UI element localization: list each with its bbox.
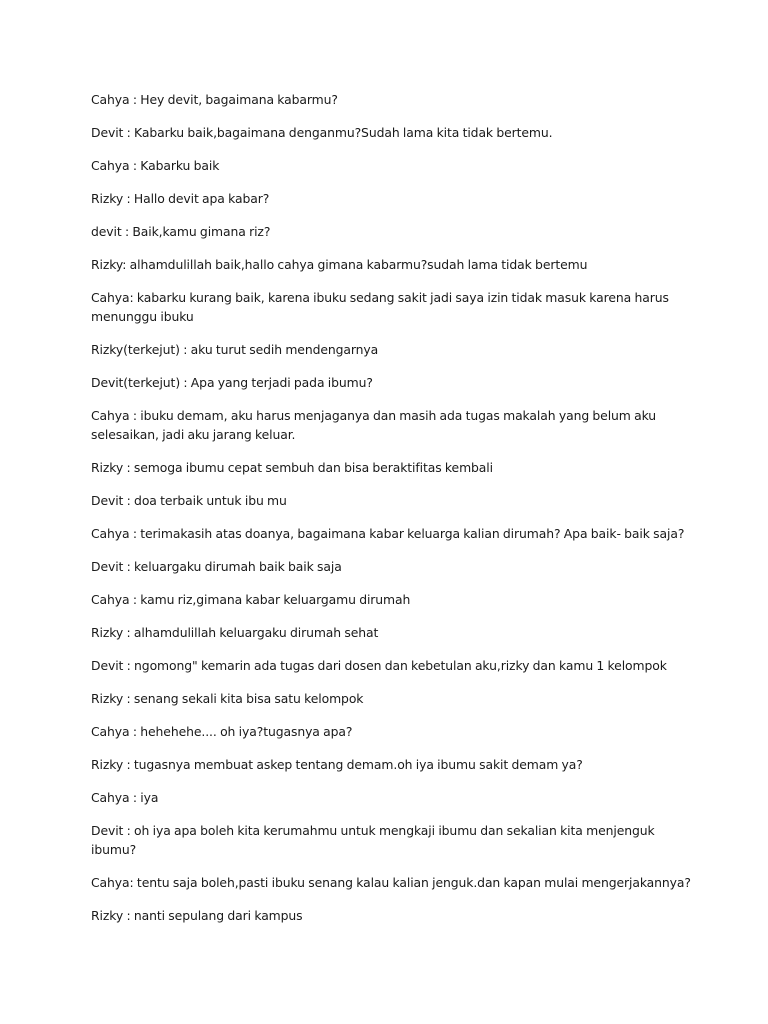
dialogue-text <box>91 90 691 939</box>
dialogue-line: Rizky : senang sekali kita bisa satu kelompok <box>91 691 364 706</box>
dialogue-line: Devit : keluargaku dirumah baik baik saja <box>91 559 342 574</box>
dialogue-line: Cahya : Hey devit, bagaimana kabarmu? <box>91 92 338 107</box>
dialogue-line: Cahya : hehehehe.... oh iya?tugasnya apa? <box>91 724 353 739</box>
dialogue-line: Cahya : Kabarku baik <box>91 158 220 173</box>
dialogue-line: Cahya: tentu saja boleh,pasti ibuku senang kalau kalian jenguk.dan kapan mulai mengerjakannya? <box>91 875 691 890</box>
dialogue-line: Devit : doa terbaik untuk ibu mu <box>91 493 287 508</box>
dialogue-line: Rizky : tugasnya membuat askep tentang demam.oh iya ibumu sakit demam ya? <box>91 757 583 772</box>
dialogue-line: Rizky: alhamdulillah baik,hallo cahya gimana kabarmu?sudah lama tidak bertemu <box>91 257 588 272</box>
dialogue-line: Cahya : terimakasih atas doanya, bagaimana kabar keluarga kalian dirumah? Apa baik- baik saja? <box>91 526 685 541</box>
dialogue-line: Rizky : semoga ibumu cepat sembuh dan bisa beraktifitas kembali <box>91 460 493 475</box>
dialogue-line: Rizky : nanti sepulang dari kampus <box>91 908 303 923</box>
dialogue-line: Cahya: kabarku kurang baik, karena ibuku sedang sakit jadi saya izin tidak masuk karena harus menunggu ibuku <box>91 290 669 324</box>
dialogue-line: Cahya : iya <box>91 790 159 805</box>
dialogue-line: Devit : ngomong" kemarin ada tugas dari dosen dan kebetulan aku,rizky dan kamu 1 kelompok <box>91 658 667 673</box>
dialogue-line: Devit : oh iya apa boleh kita kerumahmu untuk mengkaji ibumu dan sekalian kita menjenguk ibumu? <box>91 823 655 857</box>
dialogue-line: Rizky : Hallo devit apa kabar? <box>91 191 270 206</box>
dialogue-line: Rizky(terkejut) : aku turut sedih mendengarnya <box>91 342 379 357</box>
dialogue-line: Rizky : alhamdulillah keluargaku dirumah sehat <box>91 625 379 640</box>
dialogue-line: Devit(terkejut) : Apa yang terjadi pada ibumu? <box>91 375 373 390</box>
dialogue-line: Cahya : kamu riz,gimana kabar keluargamu dirumah <box>91 592 411 607</box>
dialogue-line: Devit : Kabarku baik,bagaimana denganmu?Sudah lama kita tidak bertemu. <box>91 125 553 140</box>
dialogue-line: devit : Baik,kamu gimana riz? <box>91 224 271 239</box>
dialogue-line: Cahya : ibuku demam, aku harus menjaganya dan masih ada tugas makalah yang belum aku selesaikan, jadi aku jarang keluar. <box>91 408 657 442</box>
